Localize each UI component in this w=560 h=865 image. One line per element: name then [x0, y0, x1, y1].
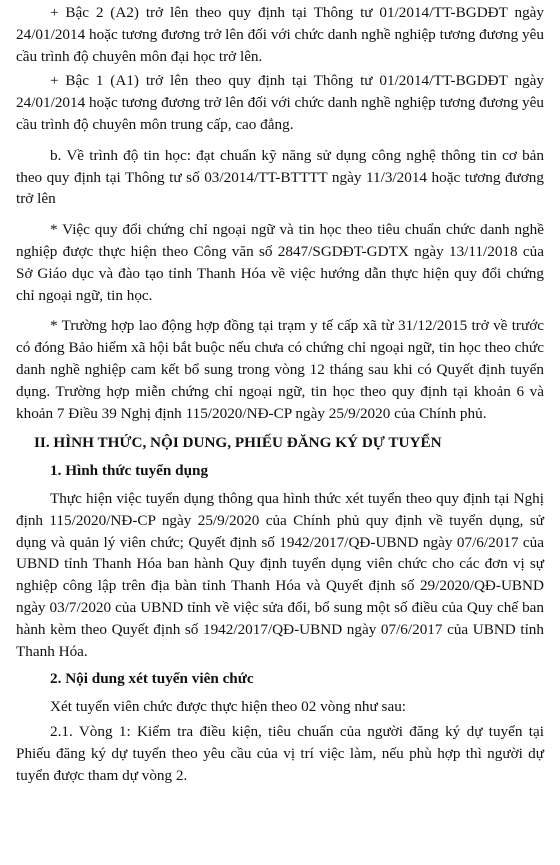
paragraph-tin-hoc: b. Về trình độ tin học: đạt chuẩn kỹ năng sử dụng công nghệ thông tin cơ bản theo quy định tại Thông tư số 03/2014/TT-BTTTT ngày 11/3/2014 hoặc tương đương trở lên — [16, 146, 544, 208]
paragraph-truong-hop: * Trường hợp lao động hợp đồng tại trạm y tế cấp xã từ 31/12/2015 trở về trước có đóng Bảo hiểm xã hội bắt buộc nếu chưa có chứng chỉ ngoại ngữ, tin học theo chức danh nghề nghiệp cam kết bổ sung trong vòng 12 tháng sau khi có Quyết định tuyển dụng. Trường hợp miễn chứng chỉ ngoại ngữ, tin học theo quy định tại khoản 6 và khoản 7 Điều 39 Nghị định 115/2020/NĐ-CP ngày 25/9/2020 của Chính phủ. — [16, 317, 544, 422]
paragraph-quy-doi: * Việc quy đổi chứng chỉ ngoại ngữ và tin học theo tiêu chuẩn chức danh nghề nghiệp được thực hiện theo Công văn số 2847/SGDĐT-GDTX ngày 13/11/2018 của Sở Giáo dục và đào tạo tỉnh Thanh Hóa về việc hướng dẫn thực hiện quy đổi chứng chỉ ngoại ngữ, tin học. — [16, 221, 544, 304]
section-heading: II. HÌNH THỨC, NỘI DUNG, PHIẾU ĐĂNG KÝ DỰ TUYỂN — [34, 434, 442, 452]
subsection-1-heading: 1. Hình thức tuyển dụng — [50, 462, 209, 480]
subsection-2-paragraph-2: 2.1. Vòng 1: Kiểm tra điều kiện, tiêu chuẩn của người đăng ký dự tuyển tại Phiếu đăng ký dự tuyển theo yêu cầu của vị trí việc làm, nếu phù hợp thì người dự tuyển được tham dự vòng 2. — [16, 722, 544, 784]
subsection-2-heading: 2. Nội dung xét tuyển viên chức — [50, 670, 254, 688]
subsection-1-paragraph: Thực hiện việc tuyển dụng thông qua hình thức xét tuyển theo quy định tại Nghị định 115/2020/NĐ-CP ngày 25/9/2020 của Chính phủ quy định về tuyển dụng, sử dụng và quản lý viên chức; Quyết định số 1942/2017/QĐ-UBND ngày 07/6/2017 của UBND tỉnh Thanh Hóa ban hành Quy định tuyển dụng viên chức cho các đơn vị sự nghiệp công lập trên địa bàn tỉnh Thanh Hóa và Quyết định số 29/2020/QĐ-UBND ngày 03/7/2020 của UBND tỉnh về việc sửa đổi, bổ sung một số điều của Quy chế ban hành kèm theo Quyết định số 1942/2017/QĐ-UBND ngày 07/6/2017 của UBND tỉnh Thanh Hóa. — [16, 489, 544, 660]
subsection-2-paragraph-1: Xét tuyển viên chức được thực hiện theo 02 vòng như sau: — [50, 698, 407, 716]
paragraph-bac-2: + Bậc 2 (A2) trở lên theo quy định tại Thông tư 01/2014/TT-BGDĐT ngày 24/01/2014 hoặc tương đương trở lên đối với chức danh nghề nghiệp tương đương yêu cầu trình độ chuyên môn đại học trở lên. — [16, 4, 544, 65]
paragraph-bac-1: + Bậc 1 (A1) trở lên theo quy định tại Thông tư 01/2014/TT-BGDĐT ngày 24/01/2014 hoặc tương đương trở lên đối với chức danh nghề nghiệp tương đương yêu cầu trình độ chuyên môn trung cấp, cao đẳng. — [16, 72, 544, 133]
